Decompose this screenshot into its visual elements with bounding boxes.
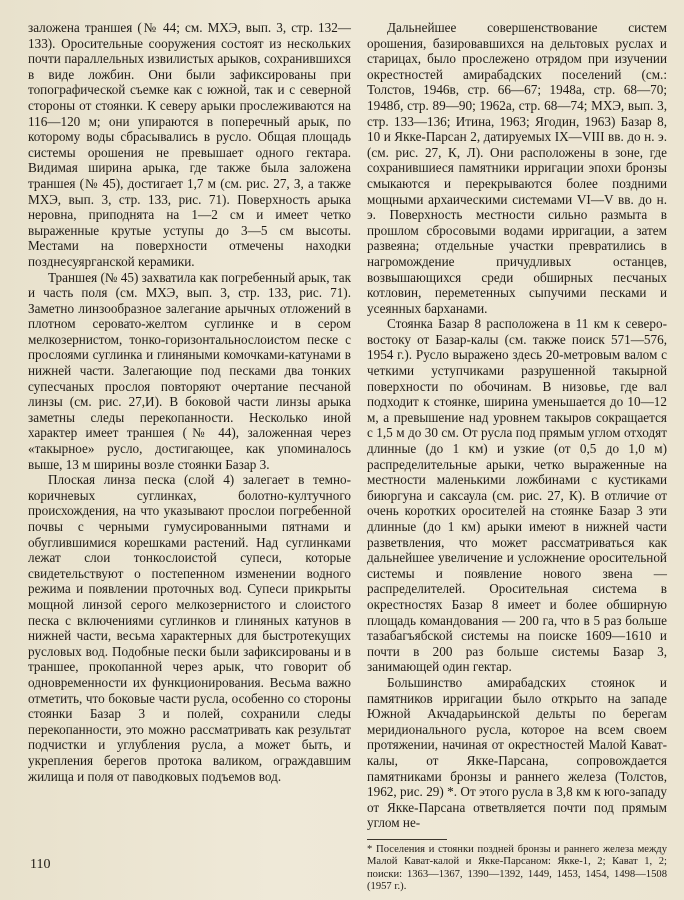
paragraph: Дальнейшее совершенствование систем орошения, базировавшихся на дельтовых руслах и старицах, было прослежено отрядом при изучении окрестностей амирабадских поселений (см.: Толстов, 1946в, стр. 66—67; 1948а, стр. 68—70; 1948б, стр. 89—90; 1962а, стр. 68—74; МХЭ, вып. 3, стр. 133—136; Итина, 1963; Ягодин, 1963) Базар 8, 10 и Якке-Парсан 2, датируемых IX—VIII вв. до н. э. (см. рис. 27, К, Л). Они расположены в зоне, где сохранившиеся памятники ирригации эпохи бронзы смыкаются и перекрываются более поздними мощными архаическими системами VI—V вв. до н. э. Поверхность местности сильно размыта в прошлом сбросовыми водами ирригации, а затем развеяна; отдельные участки превратились в нагромождение причудливых останцев, возвышающихся среди обширных песчаных котловин, переметенных сыпучими песками и усеянных барханами. xyxy=(367,20,667,316)
paragraph: Стоянка Базар 8 расположена в 11 км к северо-востоку от Базар-калы (см. также поиск 571—576, 1954 г.). Русло выражено здесь 20-метровым валом с четкими уступчиками разрушенной такырной поверхности по обочинам. В низовье, где вал подходит к стоянке, ширина уменьшается до 10—12 м, а превышение над уровнем такыров сокращается с 1,5 м до 30 см. От русла под прямым углом отходят длинные (до 1 км) и узкие (от 0,5 до 1,0 м) распределительные арыки, четко выраженные на местности маленькими ложбинами с кустиками биюргуна и саксаула (см. рис. 27, К). В отличие от очень коротких оросителей на стоянке Базар 3 эти длинные (до 1 км) арыки имеют в нижней части разветвления, что может рассматриваться как дальнейшее увеличение и усложнение оросительной системы и появление нового звена — распределителей. Оросительная система в окрестностях Базар 8 имеет и более обширную площадь командования — 200 га, что в 5 раз больше тазабагъябской системы на поиске 1609—1610 и почти в 200 раз больше системы Базар 3, занимающей один гектар. xyxy=(367,316,667,675)
paragraph: Большинство амирабадских стоянок и памятников ирригации было открыто на западе Южной Акчадарьинской дельты по берегам меридионального русла, которое на всем своем протяжении, начиная от окрестностей Малой Кават-калы, от Якке-Парсана, сопровождается памятниками бронзы и раннего железа (Толстов, 1962, рис. 29) *. От этого русла в 3,8 км к юго-западу от Якке-Парсана ответвляется почти под прямым углом не- xyxy=(367,674,667,831)
footnote-divider xyxy=(367,839,447,840)
paragraph: Плоская линза песка (слой 4) залегает в темно-коричневых суглинках, болотно-култучного происхождения, на что указывают прослои погребенной почвы с черными гумусированными пятнами и обуглившимися корешками растений. Над суглинками лежат слои тонкослоистой супеси, которые свидетельствуют о постепенном изменении водного режима и появлении проточных вод. Супеси прикрыты мощной линзой серого мелкозернистого и слоистого песка с включениями суглинков и глиняных катунов в нижней части, весьма характерных для быстротекущих русловых вод. Подобные пески были зафиксированы и в траншее, прокопанной через арык, что говорит об одновременности их функционирования. Весьма важно отметить, что боковые части русла, особенно со стороны стоянки Базар 3 и полей, сохранили следы перекопанности, это можно рассматривать как результат подчистки и углубления русла, а может быть, и укрепления берегов протока валиком, ограждавшим жилища и поля от паводковых подъемов вод. xyxy=(28,472,351,784)
page-number: 110 xyxy=(30,857,51,872)
paragraph: заложена траншея (№ 44; см. МХЭ, вып. 3, стр. 132—133). Оросительные сооружения состоят из нескольких почти параллельных извилистых арыков, сохранившихся в виде ложбин. Они были зафиксированы при топографической съемке как с южной, так и с северной стороны от стоянки. К северу арыки прослеживаются на 116—120 м; они упираются в поперечный арык, по которому воды сбрасывались в русло. Общая площадь системы орошения не превышает одного гектара. Видимая ширина арыка, где также была заложена траншея (№ 45), достигает 1,7 м (см. рис. 27, З, а также МХЭ, вып. 3, стр. 133, рис. 71). Поверхность арыка неровна, приподнята на 1—2 см и имеет четко выраженные крутые уступы до 3—5 см высоты. Местами на поверхности отмечены находки позднесуярганской керамики. xyxy=(28,20,351,269)
paragraph: Траншея (№ 45) захватила как погребенный арык, так и часть поля (см. МХЭ, вып. 3, стр. 133, рис. 71). Заметно линзообразное залегание арычных отложений в плотном серовато-желтом суглинке и в сером мелкозернистом, тонко-горизонтальнослоистом песке с прослоями суглинка и глиняными комочками-катунами в нижней части. Залегающие под песками два тонких супесчаных прослоя повторяют очертание песчаной линзы (см. рис. 27,И). В боковой части линзы арыка заметны следы перекопанности. Несколько иной характер имеет траншея (№ 44), заложенная через «такырное» русло, достигающее, как упоминалось выше, 13 м ширины возле стоянки Базар 3. xyxy=(28,269,351,472)
left-text-column xyxy=(28,20,351,784)
footnote: * Поселения и стоянки поздней бронзы и раннего железа между Малой Кават-калой и Якке-Парсаном: Якке-1, 2; Кават 1, 2; поиски: 1363—1367, 1390—1392, 1449, 1453, 1454, 1498—1508 (1957 г.). xyxy=(367,843,667,893)
right-text-column xyxy=(367,20,667,894)
